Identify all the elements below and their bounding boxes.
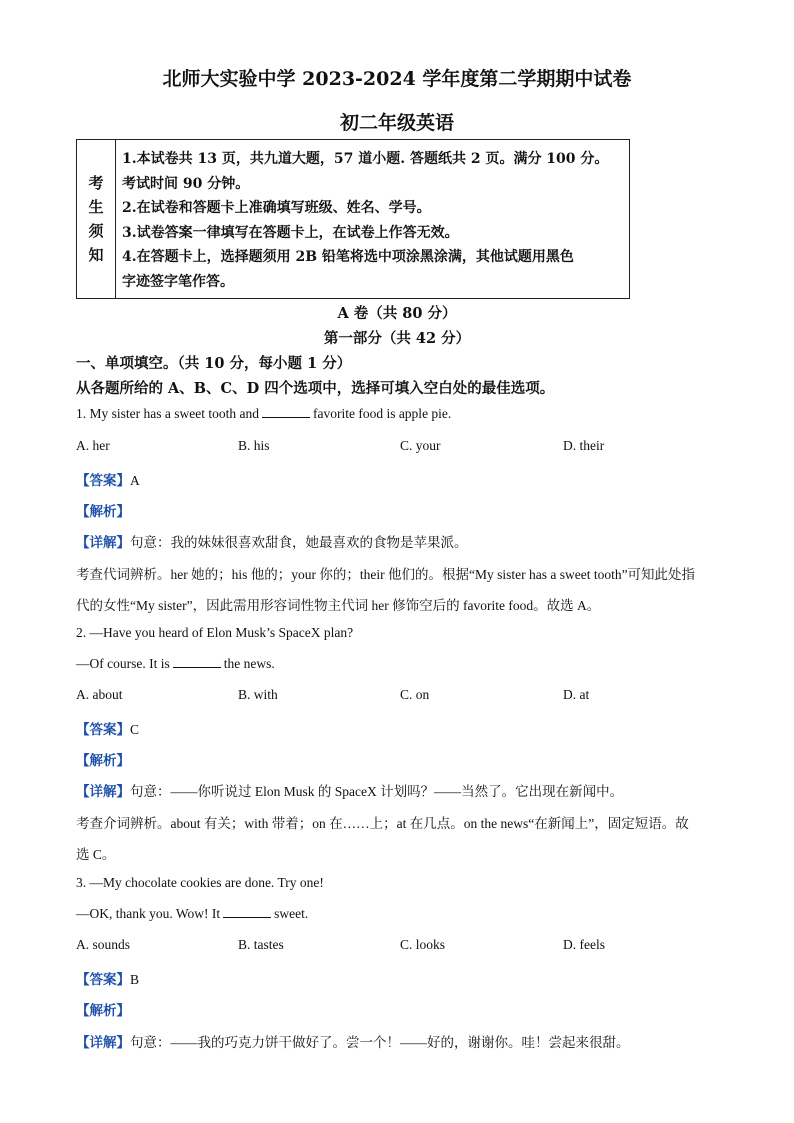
- detail-line: 【详解】句意：——我的巧克力饼干做好了。尝一个！——好的，谢谢你。哇！尝起来很甜。: [76, 1035, 630, 1050]
- answer-tag: 【答案】: [76, 972, 130, 987]
- question-stem: —Of course. It is the news.: [76, 656, 275, 671]
- option-c: C. on: [400, 687, 430, 702]
- option-b: B. with: [238, 687, 278, 702]
- section-a-title: A 卷（共 80 分）: [337, 305, 457, 322]
- detail-tag: 【详解】: [76, 1035, 130, 1050]
- option-d: D. at: [563, 687, 590, 702]
- analysis-line: [76, 500, 130, 520]
- notice-line: 考试时间 90 分钟。: [122, 175, 250, 192]
- notice-line: 4.在答题卡上，选择题须用 2B 铅笔将选中项涂黑涂满，其他试题用黑色: [122, 249, 574, 266]
- analysis-tag: 【解析】: [76, 753, 130, 768]
- answer-blank: [262, 406, 310, 418]
- option-b: B. tastes: [238, 937, 284, 952]
- option-c: C. your: [400, 438, 441, 453]
- notice-label-char: 生: [88, 198, 104, 216]
- notice-label-char: 考: [88, 174, 104, 192]
- question-stem: 1. My sister has a sweet tooth and favorite food is apple pie.: [76, 406, 452, 421]
- analysis-line: [76, 749, 130, 769]
- detail-line: 【详解】句意：——你听说过 Elon Musk 的 SpaceX 计划吗？——当然了。它出现在新闻中。: [76, 784, 624, 799]
- detail-line: 选 C。: [76, 847, 116, 862]
- answer-line: 【答案】B: [76, 972, 140, 987]
- notice-line: 3.试卷答案一律填写在答题卡上，在试卷上作答无效。: [122, 224, 459, 241]
- section-heading: 一、单项填空。（共 10 分，每小题 1 分）: [76, 355, 352, 372]
- detail-line: 考查代词辨析。her 她的；his 他的；your 你的；their 他们的。根据“My sister has a sweet tooth”可知此处指: [76, 567, 696, 582]
- analysis-line: [76, 999, 130, 1019]
- analysis-tag: 【解析】: [76, 1003, 130, 1018]
- exam-notice-box: [76, 139, 630, 299]
- answer-line: 【答案】C: [76, 722, 140, 737]
- section-instruction: 从各题所给的 A、B、C、D 四个选项中，选择可填入空白处的最佳选项。: [76, 380, 555, 397]
- notice-line: 字迹签字笔作答。: [122, 273, 234, 290]
- option-a: A. about: [76, 687, 123, 702]
- question-stem: 2. —Have you heard of Elon Musk’s SpaceX plan?: [76, 625, 354, 640]
- option-d: D. feels: [563, 937, 605, 952]
- detail-line: 考查介词辨析。about 有关；with 带着；on 在……上；at 在几点。on the news“在新闻上”，固定短语。故: [76, 816, 689, 831]
- part-one-title: 第一部分（共 42 分）: [323, 330, 471, 347]
- answer-line: 【答案】A: [76, 473, 140, 488]
- notice-label-char: 知: [88, 246, 104, 264]
- exam-title: 北师大实验中学 2023-2024 学年度第二学期期中试卷: [162, 68, 632, 90]
- answer-tag: 【答案】: [76, 473, 130, 488]
- analysis-tag: 【解析】: [76, 504, 130, 519]
- option-c: C. looks: [400, 937, 446, 952]
- notice-label: [77, 140, 116, 298]
- notice-line: 2.在试卷和答题卡上准确填写班级、姓名、学号。: [122, 200, 431, 217]
- question-stem: —OK, thank you. Wow! It sweet.: [76, 906, 309, 921]
- notice-content: [116, 140, 629, 298]
- option-a: A. sounds: [76, 937, 131, 952]
- detail-tag: 【详解】: [76, 784, 130, 799]
- option-a: A. her: [76, 438, 110, 453]
- detail-line: 代的女性“My sister”，因此需用形容词性物主代词 her 修饰空后的 favorite food。故选 A。: [76, 598, 601, 613]
- notice-line: 1.本试卷共 13 页，共九道大题，57 道小题. 答题纸共 2 页。满分 100 分。: [122, 151, 609, 167]
- answer-blank: [223, 906, 271, 918]
- option-b: B. his: [238, 438, 270, 453]
- notice-label-char: 须: [88, 222, 104, 240]
- option-d: D. their: [563, 438, 605, 453]
- exam-subtitle: 初二年级英语: [339, 112, 454, 134]
- answer-tag: 【答案】: [76, 722, 130, 737]
- detail-tag: 【详解】: [76, 535, 130, 550]
- question-stem: 3. —My chocolate cookies are done. Try one!: [76, 875, 324, 890]
- detail-line: 【详解】句意：我的妹妹很喜欢甜食，她最喜欢的食物是苹果派。: [76, 535, 468, 550]
- answer-blank: [173, 656, 221, 668]
